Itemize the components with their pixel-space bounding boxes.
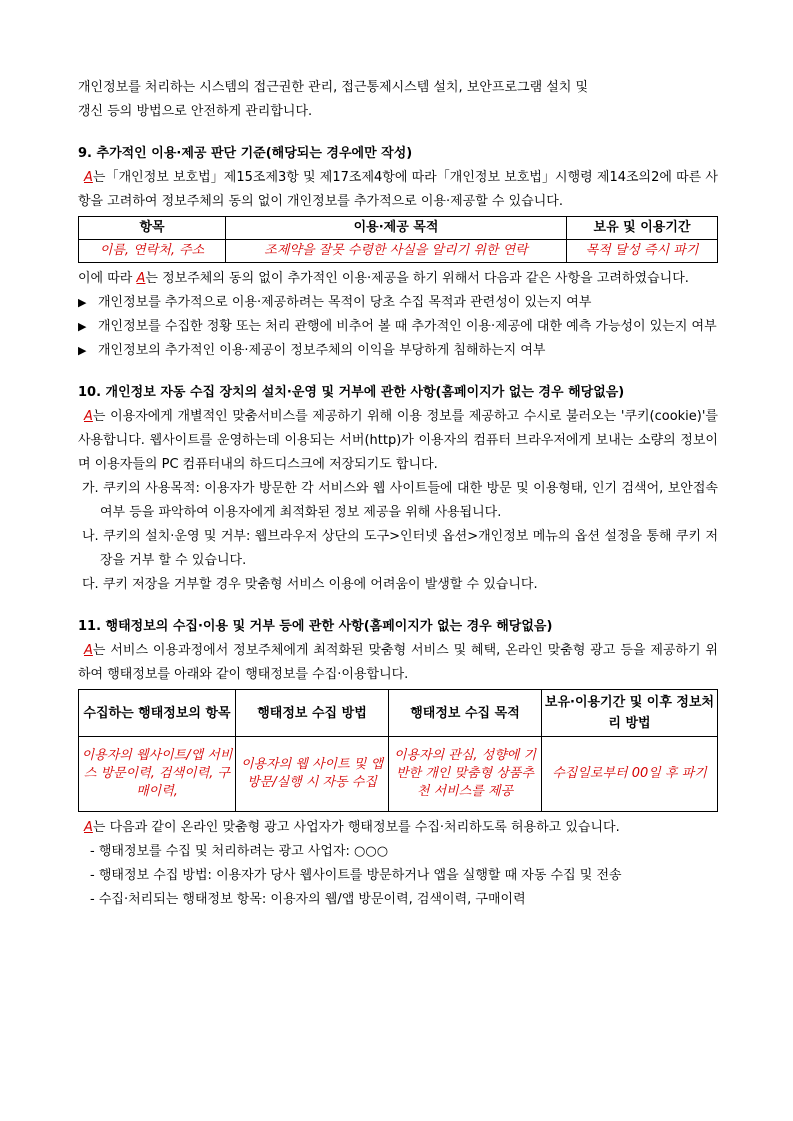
list-item: - 수집·처리되는 행태정보 항목: 이용자의 웹/앱 방문이력, 검색이력, 구매이력 bbox=[90, 892, 526, 907]
list-item: ▶ 개인정보를 추가적으로 이용·제공하려는 목적이 당초 수집 목적과 관련성이 있는지 여부 bbox=[78, 291, 718, 315]
table-header-row bbox=[79, 217, 718, 240]
section-11-paragraph-2: A는 다음과 같이 온라인 맞춤형 광고 사업자가 행태정보를 수집·처리하도록 허용하고 있습니다. bbox=[84, 820, 620, 835]
section-11-paragraph: A는 서비스 이용과정에서 정보주체에게 최적화된 맞춤형 서비스 및 혜택, 온라인 맞춤형 광고 등을 제공하기 위하여 행태정보를 아래와 같이 행태정보를 수집·이용합니다. bbox=[78, 643, 718, 682]
table-header: 보유 및 이용기간 bbox=[567, 217, 718, 240]
table-header: 행태정보 수집 방법 bbox=[236, 690, 389, 737]
entity-placeholder: A bbox=[84, 170, 93, 185]
entity-placeholder: A bbox=[84, 820, 93, 835]
section-11-title: 11. 행태정보의 수집·이용 및 거부 등에 관한 사항(홈페이지가 없는 경우 해당없음) bbox=[78, 619, 553, 634]
list-item: 다. 쿠키 저장을 거부할 경우 맞춤형 서비스 이용에 어려움이 발생할 수 있습니다. bbox=[82, 577, 538, 592]
table-row bbox=[79, 737, 718, 812]
section-9-title: 9. 추가적인 이용·제공 판단 기준(해당되는 경우에만 작성) bbox=[78, 146, 413, 161]
table-cell: 목적 달성 즉시 파기 bbox=[567, 240, 718, 263]
table-header: 수집하는 행태정보의 항목 bbox=[79, 690, 236, 737]
table-header-row bbox=[79, 690, 718, 737]
intro-line: 개인정보를 처리하는 시스템의 접근권한 관리, 접근통제시스템 설치, 보안프로그램 설치 및 bbox=[78, 80, 589, 95]
table-cell: 조제약을 잘못 수령한 사실을 알리기 위한 연락 bbox=[226, 240, 567, 263]
section-9-table bbox=[78, 216, 718, 263]
list-item: 가. 쿠키의 사용목적: 이용자가 방문한 각 서비스와 웹 사이트들에 대한 방문 및 이용형태, 인기 검색어, 보안접속 여부 등을 파악하여 이용자에게 최적화된 정보 제공을 위해 사용됩니다. bbox=[82, 481, 718, 520]
document-page bbox=[78, 76, 718, 912]
list-item: - 행태정보를 수집 및 처리하려는 광고 사업자: ○○○ bbox=[90, 844, 389, 859]
entity-placeholder: A bbox=[84, 409, 93, 424]
entity-placeholder: A bbox=[136, 271, 146, 286]
table-cell: 이용자의 관심, 성향에 기반한 개인 맞춤형 상품추천 서비스를 제공 bbox=[389, 737, 542, 812]
list-item: 나. 쿠키의 설치·운영 및 거부: 웹브라우저 상단의 도구>인터넷 옵션>개인정보 메뉴의 옵션 설정을 통해 쿠키 저장을 거부 할 수 있습니다. bbox=[82, 529, 718, 568]
list-item: ▶ 개인정보의 추가적인 이용·제공이 정보주체의 이익을 부당하게 침해하는지 여부 bbox=[78, 339, 718, 363]
table-header: 행태정보 수집 목적 bbox=[389, 690, 542, 737]
section-9-paragraph: A는「개인정보 보호법」제15조제3항 및 제17조제4항에 따라「개인정보 보호법」시행령 제14조의2에 따른 사항을 고려하여 정보주체의 동의 없이 개인정보를 추가적으로 이용·제공할 수 있습니다. bbox=[78, 170, 718, 209]
list-item: ▶ 개인정보를 수집한 정황 또는 처리 관행에 비추어 볼 때 추가적인 이용·제공에 대한 예측 가능성이 있는지 여부 bbox=[78, 315, 718, 339]
section-11-table bbox=[78, 689, 718, 812]
section-10-paragraph: A는 이용자에게 개별적인 맞춤서비스를 제공하기 위해 이용 정보를 제공하고 수시로 불러오는 '쿠키(cookie)'를 사용합니다. 웹사이트를 운영하는데 이용되는 서버(http)가 이용자의 컴퓨터 브라우저에게 보내는 소량의 정보이며 이용자들의 PC 컴퓨터내의 하드디스크에 저장되기도 합니다. bbox=[78, 409, 718, 472]
table-cell: 이용자의 웹 사이트 및 앱 방문/실행 시 자동 수집 bbox=[236, 737, 389, 812]
table-cell: 이름, 연락처, 주소 bbox=[79, 240, 226, 263]
bullet-marker: ▶ bbox=[78, 344, 87, 357]
table-cell: 이용자의 웹사이트/앱 서비스 방문이력, 검색이력, 구매이력, bbox=[79, 737, 236, 812]
table-header: 보유·이용기간 및 이후 정보처리 방법 bbox=[542, 690, 718, 737]
intro-line: 갱신 등의 방법으로 안전하게 관리합니다. bbox=[78, 104, 313, 119]
section-9-paragraph-2: 이에 따라 A는 정보주체의 동의 없이 추가적인 이용·제공을 하기 위해서 다음과 같은 사항을 고려하였습니다. bbox=[78, 271, 689, 286]
table-header: 항목 bbox=[79, 217, 226, 240]
list-item: - 행태정보 수집 방법: 이용자가 당사 웹사이트를 방문하거나 앱을 실행할 때 자동 수집 및 전송 bbox=[90, 868, 622, 883]
bullet-marker: ▶ bbox=[78, 296, 87, 309]
bullet-marker: ▶ bbox=[78, 320, 87, 333]
section-10-title: 10. 개인정보 자동 수집 장치의 설치·운영 및 거부에 관한 사항(홈페이지가 없는 경우 해당없음) bbox=[78, 385, 625, 400]
table-header: 이용·제공 목적 bbox=[226, 217, 567, 240]
table-cell: 수집일로부터 00일 후 파기 bbox=[542, 737, 718, 812]
table-row bbox=[79, 240, 718, 263]
entity-placeholder: A bbox=[84, 643, 93, 658]
